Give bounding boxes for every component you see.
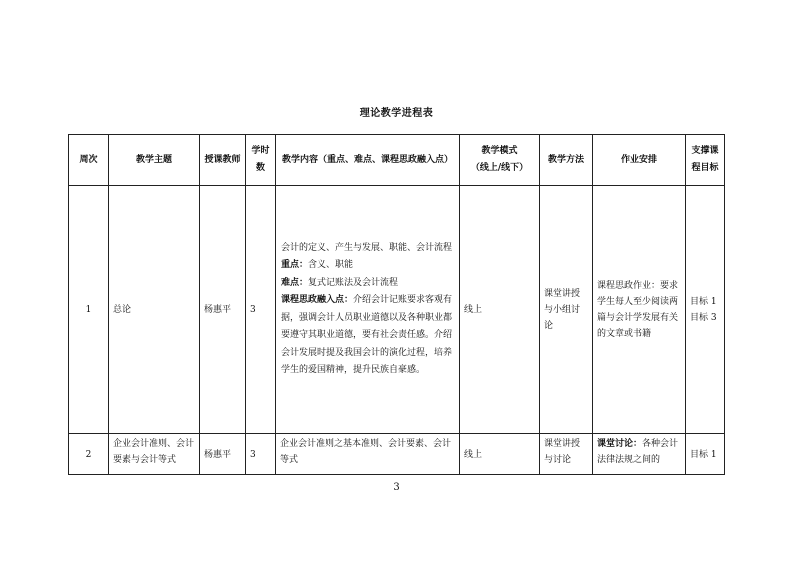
difficult-label: 难点： bbox=[281, 277, 309, 288]
cell-topic: 企业会计准则、会计要素与会计等式 bbox=[109, 434, 200, 475]
header-mode-line1: 教学模式 bbox=[481, 146, 518, 156]
cell-teacher: 杨惠平 bbox=[200, 186, 246, 434]
header-week: 周次 bbox=[69, 135, 109, 186]
page-number: 3 bbox=[393, 482, 400, 493]
header-mode-line2: （线上/线下） bbox=[470, 163, 529, 173]
cell-content: 企业会计准则之基本准则、会计要素、会计等式 bbox=[276, 434, 460, 475]
homework-text: 各种会计法律法规之间的 bbox=[597, 439, 679, 465]
header-row bbox=[69, 135, 725, 186]
cell-method: 课堂讲授与讨论 bbox=[540, 434, 593, 475]
cell-mode: 线上 bbox=[460, 186, 540, 434]
table-row bbox=[69, 434, 725, 475]
cell-week: 1 bbox=[69, 186, 109, 434]
cell-mode: 线上 bbox=[460, 434, 540, 475]
header-hours: 学时数 bbox=[246, 135, 276, 186]
key-label: 重点： bbox=[281, 260, 309, 270]
page-title: 理论教学进程表 bbox=[359, 108, 434, 119]
cell-teacher: 杨惠平 bbox=[200, 434, 246, 475]
ideology-text: 介绍会计记账要求客观有据，强调会计人员职业道德以及各种职业都要遵守其职业道德，要有社会责任感。介绍会计发展时提及我国会计的演化过程，培养学生的爱国精神，提升民族自豪感。 bbox=[281, 295, 453, 375]
content-intro: 会计的定义、产生与发展、职能、会计流程 bbox=[281, 242, 453, 253]
key-text: 含义、职能 bbox=[308, 260, 354, 270]
header-homework: 作业安排 bbox=[593, 135, 686, 186]
difficult-text: 复式记账法及会计流程 bbox=[308, 277, 399, 288]
header-goals: 支撑课程目标 bbox=[686, 135, 725, 186]
content-ideology bbox=[281, 292, 454, 380]
cell-week: 2 bbox=[69, 434, 109, 475]
cell-content bbox=[276, 186, 460, 434]
goal-item: 目标 1 bbox=[690, 296, 717, 307]
ideology-label: 课程思政融入点： bbox=[281, 295, 354, 305]
header-content: 教学内容（重点、难点、课程思政融入点） bbox=[276, 135, 460, 186]
cell-goals bbox=[686, 186, 725, 434]
cell-hours: 3 bbox=[246, 186, 276, 434]
cell-topic: 总论 bbox=[109, 186, 200, 434]
cell-homework bbox=[593, 434, 686, 475]
teaching-schedule-table bbox=[68, 134, 725, 475]
content-difficult bbox=[281, 275, 454, 293]
cell-goals: 目标 1 bbox=[686, 434, 725, 475]
table-row bbox=[69, 186, 725, 434]
header-mode bbox=[460, 135, 540, 186]
homework-label: 课堂讨论： bbox=[597, 439, 643, 449]
header-topic: 教学主题 bbox=[109, 135, 200, 186]
goal-item: 目标 3 bbox=[690, 312, 717, 323]
content-key bbox=[281, 257, 454, 275]
header-method: 教学方法 bbox=[540, 135, 593, 186]
cell-method: 课堂讲授与小组讨论 bbox=[540, 186, 593, 434]
cell-hours: 3 bbox=[246, 434, 276, 475]
cell-homework: 课程思政作业：要求学生每人至少阅读两篇与会计学发展有关的文章或书籍 bbox=[593, 186, 686, 434]
header-teacher: 授课教师 bbox=[200, 135, 246, 186]
